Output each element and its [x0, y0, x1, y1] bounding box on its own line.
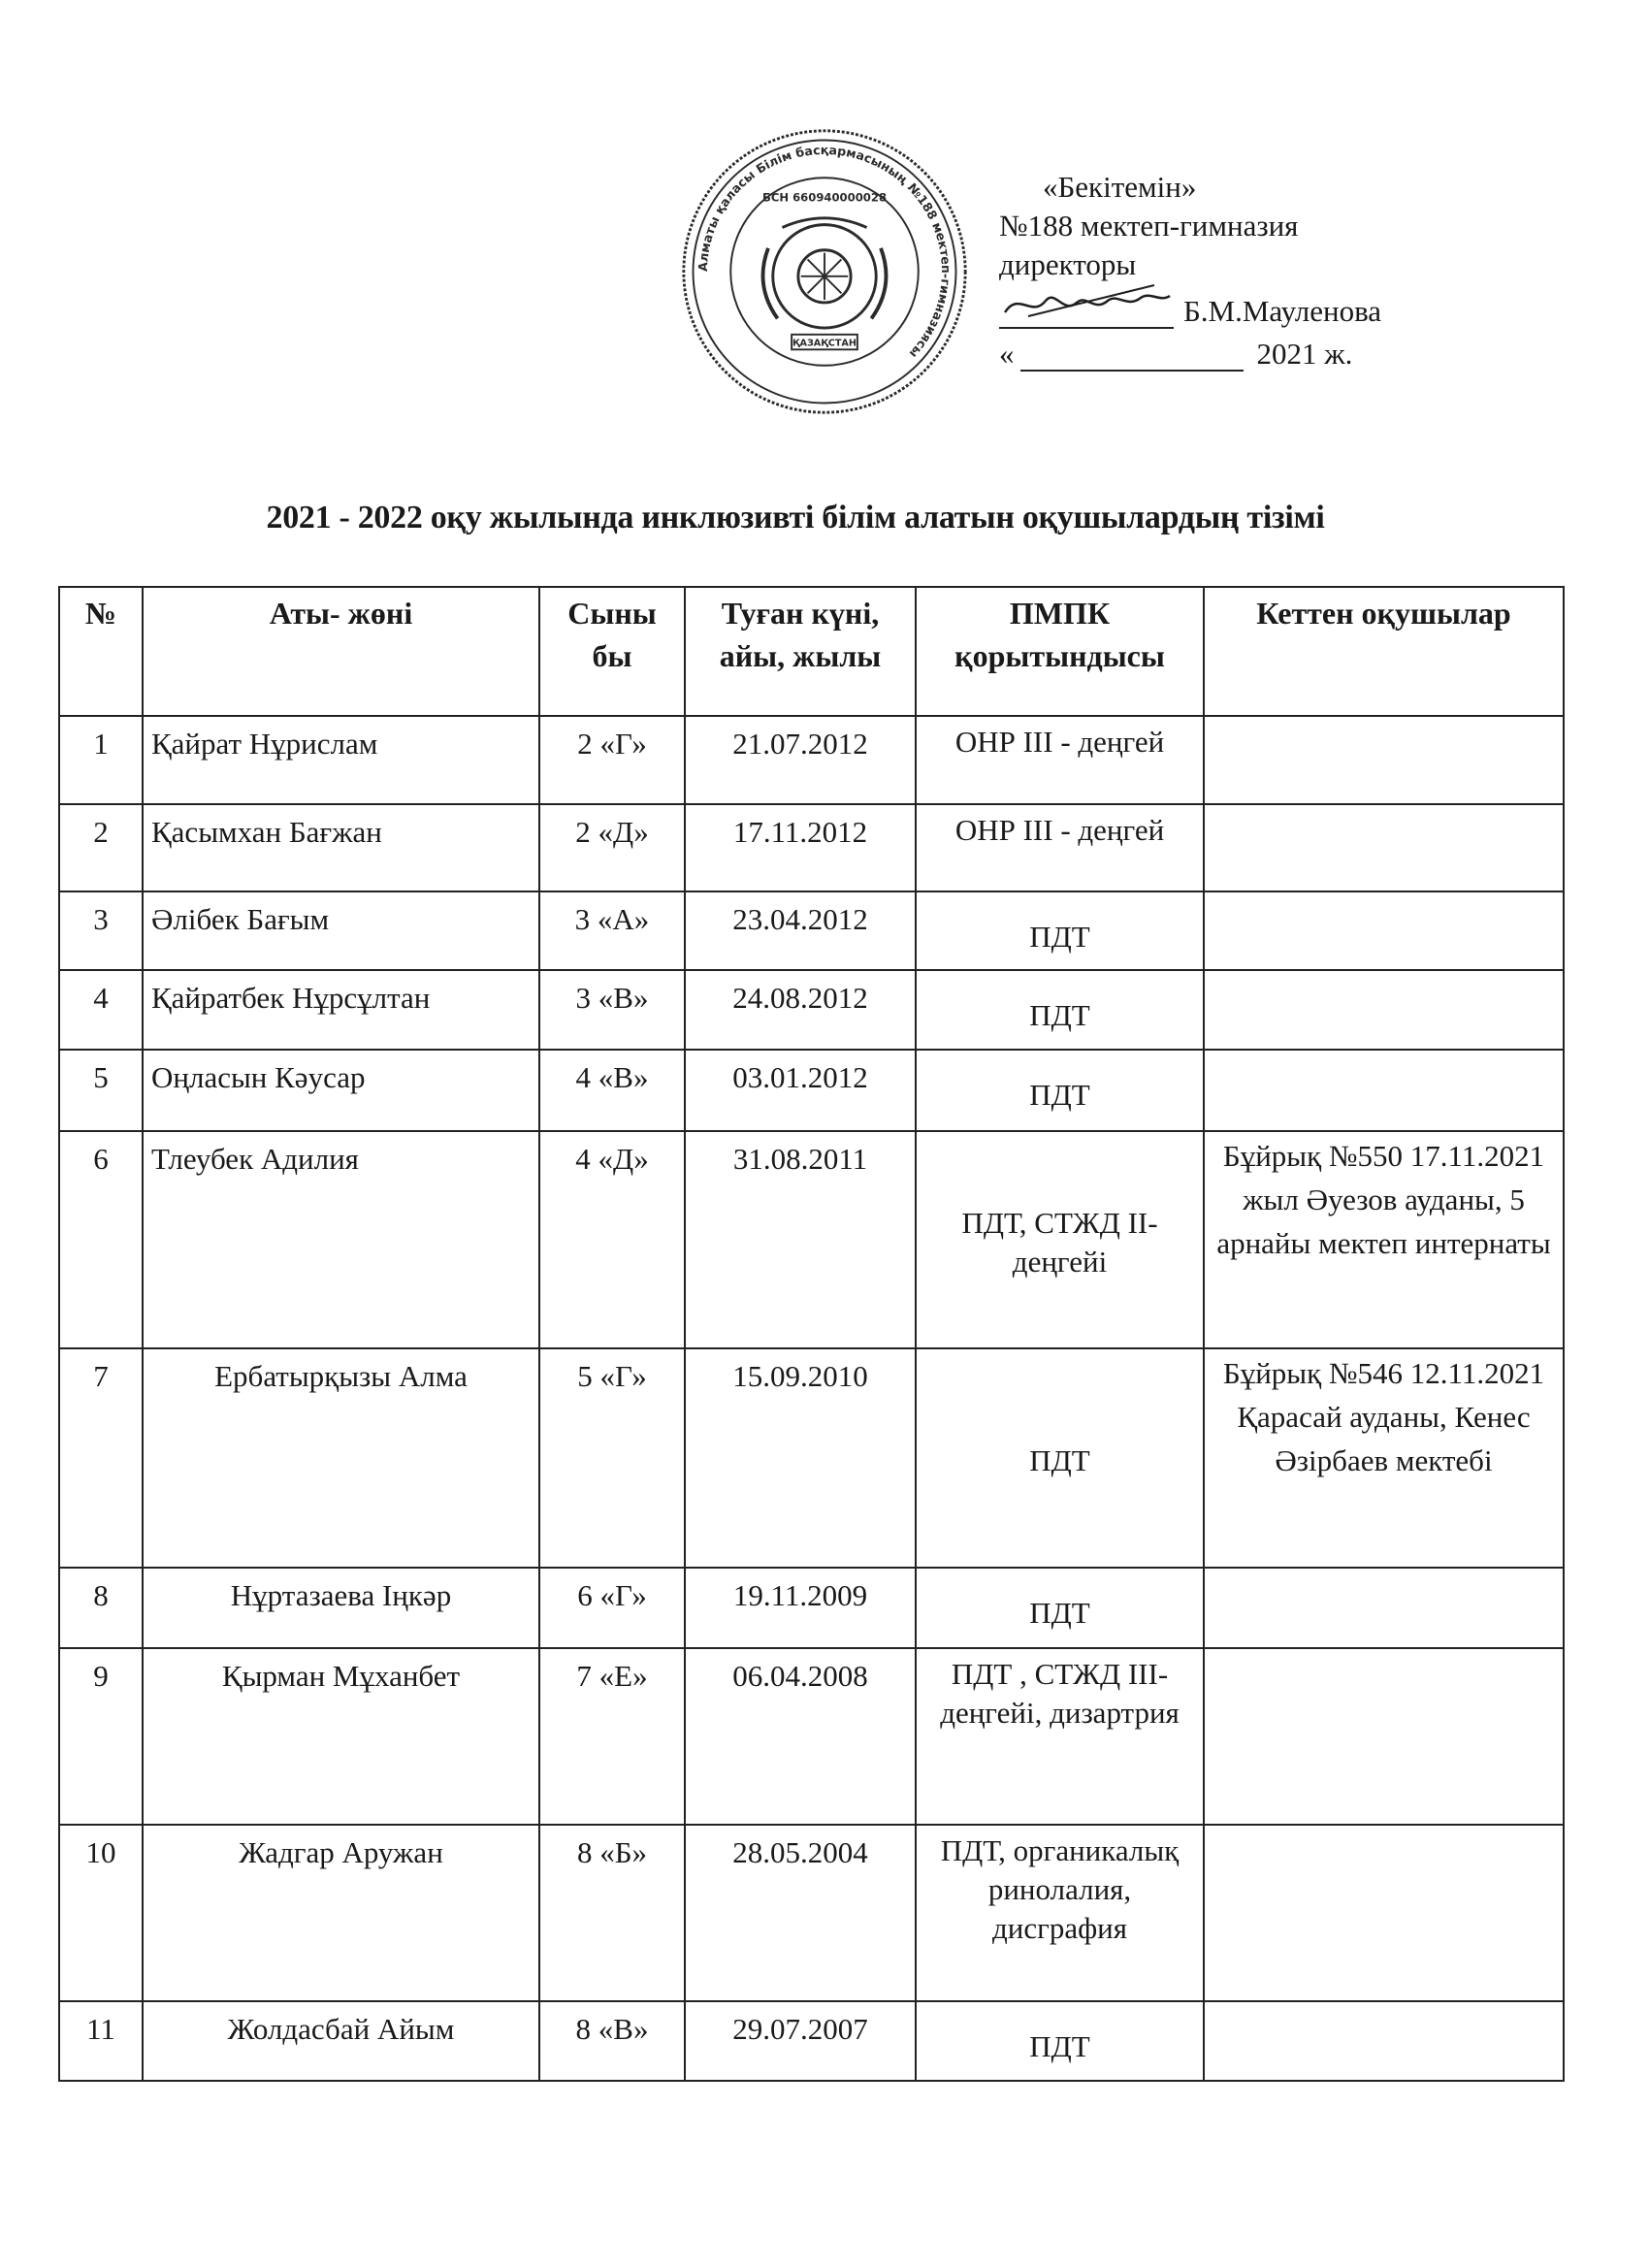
approval-date-quote: «: [999, 337, 1015, 371]
cell-birth: 15.09.2010: [685, 1348, 916, 1568]
approval-year: 2021 ж.: [1256, 337, 1353, 371]
cell-class: 7 «Е»: [539, 1648, 685, 1825]
document-title-text: 2021 - 2022 оқу жылында инклюзивті білім алатын оқушылардың тізімі: [266, 500, 1325, 535]
table-row: [59, 1131, 1564, 1348]
cell-left: [1204, 1648, 1564, 1825]
cell-number: 6: [59, 1131, 143, 1348]
cell-class: 4 «В»: [539, 1050, 685, 1131]
cell-name: Қасымхан Бағжан: [143, 804, 539, 891]
cell-class: 5 «Г»: [539, 1348, 685, 1568]
cell-name: Нұртазаева Іңкәр: [143, 1568, 539, 1648]
cell-class: 2 «Г»: [539, 716, 685, 804]
cell-birth: 28.05.2004: [685, 1825, 916, 2001]
cell-name: Әлібек Бағым: [143, 891, 539, 970]
cell-pmpk: ОНР III - деңгей: [916, 804, 1204, 891]
students-table: [58, 586, 1565, 2082]
cell-pmpk: ПДТ, органикалық ринолалия, дисграфия: [916, 1825, 1204, 2001]
cell-left: Бұйрық №546 12.11.2021 Қарасай ауданы, Кенес Әзірбаев мектебі: [1204, 1348, 1564, 1568]
cell-class: 3 «А»: [539, 891, 685, 970]
stamp-center-text: ҚАЗАҚСТАН: [792, 338, 857, 349]
header-left-students: Кеттен оқушылар: [1204, 587, 1564, 716]
cell-number: 3: [59, 891, 143, 970]
cell-class: 3 «В»: [539, 970, 685, 1050]
approval-school: №188 мектеп-гимназия: [999, 209, 1299, 243]
cell-class: 8 «В»: [539, 2001, 685, 2081]
date-line: [1020, 340, 1244, 372]
header-birth-date: Туған күні, айы, жылы: [685, 587, 916, 716]
cell-left: [1204, 1825, 1564, 2001]
cell-number: 5: [59, 1050, 143, 1131]
cell-number: 8: [59, 1568, 143, 1648]
cell-name: Тлеубек Адилия: [143, 1131, 539, 1348]
cell-pmpk: ПДТ, СТЖД II-деңгейі: [916, 1131, 1204, 1348]
table-row: [59, 716, 1564, 804]
cell-left: [1204, 1568, 1564, 1648]
cell-number: 7: [59, 1348, 143, 1568]
cell-left: [1204, 804, 1564, 891]
header-class: Сыны бы: [539, 587, 685, 716]
cell-pmpk: ПДТ: [916, 1568, 1204, 1648]
cell-left: Бұйрық №550 17.11.2021 жыл Әуезов ауданы, 5 арнайы мектеп интернаты: [1204, 1131, 1564, 1348]
document-title: [0, 500, 1649, 536]
table-row: [59, 1825, 1564, 2001]
cell-number: 2: [59, 804, 143, 891]
table-row: [59, 891, 1564, 970]
cell-class: 8 «Б»: [539, 1825, 685, 2001]
cell-name: Қайрат Нұрислам: [143, 716, 539, 804]
approval-position: директоры: [999, 247, 1137, 281]
date-row: [999, 329, 1542, 372]
cell-left: [1204, 891, 1564, 970]
cell-left: [1204, 2001, 1564, 2081]
cell-name: Жадгар Аружан: [143, 1825, 539, 2001]
cell-number: 9: [59, 1648, 143, 1825]
cell-name: Оңласын Кәусар: [143, 1050, 539, 1131]
table-row: [59, 1648, 1564, 1825]
table-row: [59, 804, 1564, 891]
cell-number: 1: [59, 716, 143, 804]
approval-block: [999, 170, 1542, 372]
cell-birth: 23.04.2012: [685, 891, 916, 970]
cell-name: Қайратбек Нұрсұлтан: [143, 970, 539, 1050]
table-row: [59, 1568, 1564, 1648]
approval-heading: «Бекітемін»: [1043, 170, 1197, 204]
cell-birth: 06.04.2008: [685, 1648, 916, 1825]
cell-birth: 29.07.2007: [685, 2001, 916, 2081]
cell-pmpk: ПДТ: [916, 1050, 1204, 1131]
cell-pmpk: ПДТ: [916, 970, 1204, 1050]
cell-class: 4 «Д»: [539, 1131, 685, 1348]
cell-pmpk: ПДТ: [916, 891, 1204, 970]
header-pmpk: ПМПК қорытындысы: [916, 587, 1204, 716]
cell-class: 6 «Г»: [539, 1568, 685, 1648]
cell-number: 11: [59, 2001, 143, 2081]
cell-number: 10: [59, 1825, 143, 2001]
stamp-outer-text: Алматы қаласы Білім басқармасының №188 мектеп-гимназиясы: [695, 143, 954, 362]
cell-birth: 24.08.2012: [685, 970, 916, 1050]
cell-class: 2 «Д»: [539, 804, 685, 891]
stamp-bin: БСН 660940000028: [761, 190, 888, 205]
approval-signatory: Б.М.Мауленова: [1183, 294, 1382, 328]
cell-pmpk: ПДТ: [916, 2001, 1204, 2081]
cell-left: [1204, 1050, 1564, 1131]
cell-birth: 03.01.2012: [685, 1050, 916, 1131]
table-row: [59, 2001, 1564, 2081]
table-header-row: [59, 587, 1564, 716]
cell-name: Жолдасбай Айым: [143, 2001, 539, 2081]
cell-birth: 31.08.2011: [685, 1131, 916, 1348]
cell-pmpk: ОНР III - деңгей: [916, 716, 1204, 804]
cell-name: Ербатырқызы Алма: [143, 1348, 539, 1568]
table-row: [59, 970, 1564, 1050]
cell-birth: 19.11.2009: [685, 1568, 916, 1648]
cell-birth: 21.07.2012: [685, 716, 916, 804]
header-number: №: [59, 587, 143, 716]
cell-name: Қырман Мұханбет: [143, 1648, 539, 1825]
cell-number: 4: [59, 970, 143, 1050]
table-row: [59, 1050, 1564, 1131]
cell-pmpk: ПДТ: [916, 1348, 1204, 1568]
cell-left: [1204, 970, 1564, 1050]
official-stamp: [679, 126, 970, 417]
cell-birth: 17.11.2012: [685, 804, 916, 891]
header-name: Аты- жөні: [143, 587, 539, 716]
handwritten-signature: [999, 281, 1174, 320]
cell-left: [1204, 716, 1564, 804]
cell-pmpk: ПДТ , СТЖД III- деңгейі, дизартрия: [916, 1648, 1204, 1825]
table-row: [59, 1348, 1564, 1568]
